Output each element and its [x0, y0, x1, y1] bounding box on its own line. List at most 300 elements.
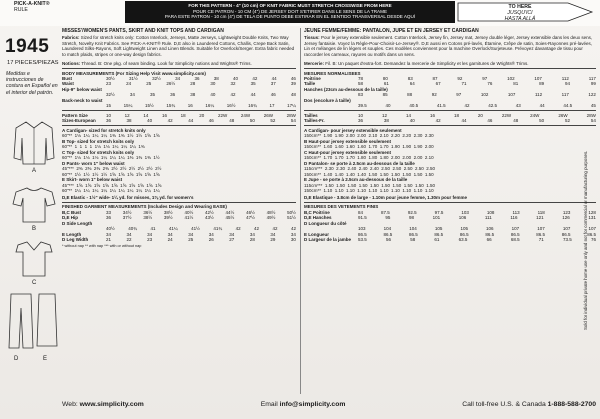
fini-row-value: 61 — [434, 237, 440, 243]
fini-row-value: 126 — [562, 215, 570, 221]
finished-row-value: 38½ — [163, 209, 173, 215]
finished-row-value: 42 — [272, 226, 278, 232]
body-row-value: 42 — [252, 76, 258, 81]
mercerie-label: Mercerie: — [304, 61, 325, 67]
fini-row-value: 86.5 — [561, 231, 571, 237]
body-row-label: Hip-9" below waist — [62, 86, 102, 92]
fini-row-value: 108 — [486, 209, 495, 215]
finished-measurements-title: FINISHED GARMENT MEASUREMENTS (Includes Design and Wearing EASE) — [62, 204, 227, 210]
stretch-ruler-bar — [125, 1, 455, 23]
side-legal-note — [583, 150, 593, 330]
body-row-value: 35 — [150, 92, 156, 98]
yardage-row-line: 60"** 1 1 1 1 1⅛ 1⅛ 1¼ 1¼ 1¼ 1⅜ — [62, 144, 145, 150]
phone-number: 1-888-588-2700 — [547, 400, 596, 408]
finished-row-value: 42 — [254, 226, 260, 232]
fini-row-value: 128 — [588, 209, 596, 215]
notions-paragraph — [62, 61, 296, 66]
ruler-line-es: PARA ESTE PATRON - 10 cm (4") DE TELA DE PUNTO DEBE ESTIRAR EN EL SENTIDO TRANSVERSAL DESDE AQUÍ — [164, 14, 416, 20]
mesure-row-value: 78 — [358, 76, 364, 81]
mesure-row-value: 71 — [461, 81, 467, 87]
size-row-label: Sizes-European — [62, 118, 96, 124]
fini-row-value: 104 — [409, 226, 417, 232]
yardage-row-title: D Pants- worn 1" below waist — [62, 160, 125, 166]
finished-row-value: 30 — [290, 237, 296, 243]
body-row-value: 15½ — [145, 103, 154, 109]
fini-row-value: 86.5 — [434, 231, 444, 237]
mesure-row-value: 42 — [464, 103, 470, 109]
body-row-value: 42 — [230, 92, 236, 98]
finished-row-value: 42½ — [204, 209, 214, 215]
finished-row-value: 34 — [106, 231, 112, 237]
size-row-value: 20 — [199, 112, 205, 118]
body-row-value: 32 — [230, 81, 236, 87]
metrage-row-line: 150cm** 1.90 1.90 2.00 2.00 2.10 2.10 2.20 2.20 2.30 2.30 — [304, 133, 434, 139]
tailles-table — [304, 113, 596, 124]
view-label-c: C — [32, 280, 37, 286]
metrage-row-line: 150cm** 1.60 1.60 1.60 1.60 1.70 1.70 1.90 1.90 1.90 2.00 — [304, 144, 434, 150]
taille-row-label: Tailles — [304, 112, 318, 118]
size-row-value: 44 — [188, 118, 194, 124]
metrage-row-line: 115cm*** 1.50 1.50 1.50 1.50 1.50 1.50 1.50 1.50 1.50 1.50 — [304, 182, 436, 188]
mesure-row-value: 107 — [507, 92, 516, 98]
size-row-value: 48 — [229, 118, 235, 124]
fini-row-label: E Longueur — [304, 231, 329, 237]
fini-row-value: 118 — [537, 209, 545, 215]
arrow-text — [494, 5, 546, 23]
metrage-row-title: A Cardigan- pour jersey extensible seulement — [304, 127, 402, 133]
finished-row-label: D Leg Width — [62, 237, 89, 243]
taille-row-value: 22W — [501, 112, 512, 118]
finished-row-value: 45½ — [225, 215, 235, 221]
tissus-text: Pour le jersey extensible seulement. Cotton Interlock, Jersey fin, Jersey mat, Jersey double léger, Jersey extensible dans les deux sens, Jersey fantaisie. Voyez la Règle-Pour-Choisir-Le-Jersey®. D,E aussi en Cotons pré-lavés, Étamine, Crêpe de satin, Soies-Rayonnes pré-lavées, Lin et mélanges de lin légers et souples. Ces modèles conviennent pour la machine Overlock/Surjeteuse. Prévoyez davantage de tissu pour raccorder les carreaux, rayures ou motifs dans un sens. — [304, 35, 593, 57]
body-row-value: 15¾ — [166, 103, 176, 109]
finished-row-value: 24 — [167, 237, 173, 243]
body-row-value: 38 — [213, 76, 219, 81]
size-row-value: 18 — [180, 112, 186, 118]
finished-row-value: 50½ — [287, 209, 296, 215]
finished-row-value: 34 — [126, 231, 132, 237]
size-row-value: 16 — [161, 112, 167, 118]
mesure-row-value: 102 — [507, 76, 515, 81]
mesures-title: MESURES NORMALISEES — [304, 70, 361, 76]
body-row-value: 24 — [126, 81, 132, 87]
pattern-number: 1945 — [5, 36, 50, 57]
taille-row-value: 36 — [358, 118, 364, 124]
mesure-row-value: 64 — [409, 81, 415, 87]
finished-row-value: 25 — [188, 237, 194, 243]
finished-row-value: 36 — [106, 215, 112, 221]
fini-row-value: 107 — [588, 226, 596, 232]
body-row-value: 25 — [146, 81, 152, 87]
size-row-value: 36 — [106, 118, 112, 124]
fini-row-value: 116 — [510, 215, 518, 221]
finished-row-label: B,C Bust — [62, 209, 81, 215]
metrage-table — [304, 128, 596, 194]
knit-gauge-strip — [0, 0, 600, 26]
finished-row-value: 51½ — [287, 215, 296, 221]
view-c-sketch — [12, 238, 56, 278]
mesure-row-value: 107 — [534, 76, 542, 81]
finished-row — [62, 237, 296, 242]
taille-row-value: 46 — [487, 118, 493, 124]
mesure-row-value: 76 — [487, 81, 493, 87]
mesure-row-value: 92 — [457, 76, 463, 81]
fini-row-value: 86.5 — [358, 231, 367, 237]
taille-row-value: 28W — [586, 112, 596, 118]
fini-row-value: 66 — [486, 237, 492, 243]
body-row-value: 40 — [233, 76, 239, 81]
finished-row-value: 49½ — [266, 215, 276, 221]
body-row-value: 17 — [269, 103, 275, 109]
english-title: MISSES'/WOMEN'S PANTS, SKIRT AND KNIT TOPS AND CARDIGAN — [62, 28, 224, 34]
mesure-row-label: Dos (encolure à taille) — [304, 97, 351, 103]
size-row — [62, 118, 296, 123]
mesure-row-value: 117 — [588, 76, 596, 81]
body-row-value: 40 — [210, 92, 216, 98]
yardage-row-title: A Cardigan- sized for stretch knits only — [62, 127, 146, 133]
body-row-value: 15¼ — [123, 103, 133, 109]
ruler-line-fr: POUR CE PATRON - 10 CM (4") DE JERSEY DOIT S'ETIRER DANS LE SENS DE LA TRAME — [192, 8, 388, 14]
finished-row-value: 34 — [208, 231, 214, 237]
tissus-paragraph — [304, 35, 596, 57]
size-row-value: 46 — [208, 118, 214, 124]
body-row-value: 46 — [290, 76, 296, 81]
fini-row-value: 113 — [512, 209, 520, 215]
body-row-label: Bust — [62, 76, 72, 81]
english-column — [62, 28, 296, 248]
mesure-row-value: 94 — [565, 81, 571, 87]
yardage-row-line: 60"** 1¼ 1¼ 1¼ 1¼ 1¼ 1¼ 1¼ 1¼ 1¼ 1¼ — [62, 188, 160, 194]
view-d-sketch — [8, 292, 34, 350]
mesure-row-value: 88 — [407, 92, 413, 98]
mesure-row-value: 87 — [432, 76, 438, 81]
finished-row-value: 41 — [150, 226, 156, 232]
finished-measurements-table — [62, 210, 296, 243]
taille-row-value: 54 — [590, 118, 596, 124]
taille-row-value: 16 — [429, 112, 435, 118]
mesure-row-value: 44 — [539, 103, 545, 109]
mesures-table — [304, 76, 596, 109]
mesure-row — [304, 103, 596, 108]
fini-row-label: B,C Poitrine — [304, 209, 330, 215]
finished-row-value: 34 — [167, 231, 173, 237]
skirt-icon — [36, 292, 58, 348]
body-row-value: 31½ — [129, 76, 138, 81]
body-row-value: 34 — [175, 76, 181, 81]
taille-row-value: 12 — [381, 112, 387, 118]
fini-row-value: 103 — [461, 209, 469, 215]
finished-row-value: 34 — [147, 231, 153, 237]
finished-row-value: 22 — [126, 237, 132, 243]
finished-row-value: 27 — [229, 237, 235, 243]
finished-row-label: E Length — [62, 231, 82, 237]
body-measurements-title: BODY MEASUREMENTS (For Sizing Help Visit www.simplicity.com) — [62, 70, 206, 76]
body-row-value: 16½ — [226, 103, 236, 109]
body-row-value: 44 — [271, 76, 277, 81]
body-row-value: 15 — [106, 103, 112, 109]
finished-row-value: 26 — [208, 237, 214, 243]
fini-row-value: 86.5 — [485, 231, 495, 237]
finished-row-value: 42 — [290, 226, 296, 232]
mesure-row-value: 83 — [358, 92, 364, 98]
taille-row-value: 20 — [477, 112, 483, 118]
mesure-row-label — [304, 103, 358, 108]
taille-row-value: 26W — [558, 112, 568, 118]
body-row-value: 48 — [290, 92, 296, 98]
mercerie-text: Fil. B: Un paquet d'extra-fort. Demandez la mercerie de Simplicity et les garnitures de Wrights® Trims. — [325, 61, 529, 67]
view-label-b: B — [32, 226, 37, 232]
mesure-row-value: 83 — [407, 76, 413, 81]
metrage-row-line: 150cm** 1.70 1.70 1.70 1.80 1.80 1.80 2.00 2.00 2.00 2.10 — [304, 155, 434, 161]
yardage-row-line: 60"** 1⅛ 1⅛ 1⅛ 1¼ 1¼ 1¼ 1⅜ 1⅜ 1⅜ 1½ — [62, 155, 160, 161]
contact-footer — [62, 397, 596, 411]
phone-prefix: Call toll-free U.S. & Canada — [462, 400, 548, 408]
pants-icon — [8, 292, 34, 350]
finished-row-value: 38½ — [143, 215, 153, 221]
view-e-sketch — [36, 292, 58, 348]
mesure-row-value: 112 — [534, 92, 543, 98]
taille-row — [304, 118, 596, 123]
fini-row-value: 106 — [486, 226, 494, 232]
finished-row-value: 39½ — [163, 215, 173, 221]
yardage-row-line: 60"** 1½ 1½ 1½ 1½ 1⅝ 1⅝ 1⅝ 1⅝ 1⅝ 1⅝ — [62, 171, 160, 177]
size-row-value: 10 — [106, 112, 112, 118]
view-a-sketch — [12, 118, 56, 166]
fini-row-value: 56 — [385, 237, 391, 243]
fini-row-value: 98 — [409, 215, 415, 221]
body-row-value: 16¼ — [205, 103, 215, 109]
finished-row-value: 33 — [106, 209, 112, 215]
size-row-value: 14 — [143, 112, 149, 118]
mesure-row-value: 42.5 — [488, 103, 497, 109]
size-row-value: 54 — [290, 118, 296, 124]
mesure-row-value: 97 — [482, 76, 488, 81]
mesure-row-label: Hanches (23cm au-dessous de la taille) — [304, 86, 388, 92]
mesure-row-value: 117 — [561, 92, 569, 98]
fini-row-value: 63.5 — [458, 237, 468, 243]
notions-label: Notions: — [62, 61, 81, 67]
email-prefix: Email — [260, 400, 280, 408]
finished-row-value: 28 — [249, 237, 255, 243]
finished-row-value: 41¼ — [168, 226, 178, 232]
body-row-value: 39 — [290, 81, 296, 87]
mesure-row-value: 40.5 — [409, 103, 419, 109]
finished-row-value: 42 — [235, 226, 241, 232]
mercerie-paragraph — [304, 61, 596, 66]
fini-row-value: 58 — [410, 237, 416, 243]
size-row-value: 12 — [124, 112, 130, 118]
size-row-value: 50 — [249, 118, 255, 124]
yardage-row-title: C Top- sized for stretch knits only — [62, 149, 135, 155]
body-row-value: 38 — [190, 92, 196, 98]
finished-row-value: 48½ — [266, 209, 276, 215]
mesure-row-value: 40 — [385, 103, 391, 109]
size-row-value: 22W — [217, 112, 228, 118]
finished-row-value: 43½ — [204, 215, 214, 221]
yardage-row-line: 60"** 1⅛ 1¼ 1¼ 1¼ 1⅜ 1⅜ 1½ 1½ 1⅝ 1⅝ — [62, 133, 160, 139]
yardage-row-line: 45"*** 1⅝ 1⅝ 1⅝ 1⅝ 1⅝ 1⅝ 1⅝ 1⅝ 1⅝ 1⅝ — [62, 182, 162, 188]
top-c-icon — [12, 238, 56, 278]
fini-row-value: 91.5 — [358, 215, 367, 221]
metrage-row-line: 150cm** 1.10 1.10 1.10 1.10 1.10 1.10 1.10 1.10 1.10 1.10 — [304, 188, 434, 194]
finished-row-value: 34½ — [122, 209, 132, 215]
yardage-row-line: 45"*** 2⅜ 2⅜ 2⅜ 2⅜ 2½ 2½ 2½ 2½ 2½ 2½ — [62, 166, 162, 172]
fini-row-label: D,E Hanches — [304, 215, 332, 221]
column-divider — [300, 28, 301, 394]
body-row-value: 28 — [190, 81, 196, 87]
taille-row-value: 38 — [383, 118, 389, 124]
fini-row-value: 111 — [484, 215, 492, 221]
fini-row-value: 86.5 — [536, 231, 546, 237]
fini-row-value: 104 — [383, 226, 392, 232]
mesure-row-value: 81 — [513, 81, 519, 87]
size-row-value: 42 — [167, 118, 173, 124]
body-row-value: 17¼ — [287, 103, 296, 109]
finished-row-value: 34 — [229, 231, 235, 237]
taille-row-value: 44 — [461, 118, 467, 124]
stretch-arrow — [456, 2, 594, 22]
body-row-label: Waist — [62, 81, 74, 87]
fini-row-value: 86.5 — [510, 231, 520, 237]
size-row-value: 28W — [286, 112, 296, 118]
finished-row-value: 47½ — [246, 215, 255, 221]
body-row-label: Back-neck to waist — [62, 97, 103, 103]
fini-row-label: D Largeur de la jambe — [304, 237, 352, 243]
finished-row-value: 40½ — [184, 209, 194, 215]
mesure-row-value: 44.5 — [563, 103, 573, 109]
fabrics-paragraph — [62, 35, 296, 57]
body-row-value: 35 — [250, 81, 256, 87]
yardage-table — [62, 128, 296, 194]
finished-row-value: 41½ — [191, 226, 200, 232]
body-measurements-table — [62, 76, 296, 109]
mesure-row-value: 45 — [590, 103, 596, 109]
fini-row-value: 95 — [385, 215, 391, 221]
mesures-finis-table — [304, 210, 596, 243]
yardage-row-title: B Top- sized for stretch knits only — [62, 138, 135, 144]
mesure-row-value: 89 — [539, 81, 545, 87]
fini-row-value: 103 — [358, 226, 366, 232]
finished-row-value: 34 — [290, 231, 296, 237]
tissus-label: Tissus: — [304, 35, 320, 41]
spanish-note: Medidas e instrucciones de costura en Español en el interior del patrón. — [6, 71, 58, 96]
side-legal-text: Sold for individual private home use only and not for commercial or manufacturing purposes. — [583, 150, 588, 330]
finished-row-value: 21 — [106, 237, 112, 243]
mesure-row-value: 92 — [431, 92, 437, 98]
finished-row-label: D,E Hip — [62, 215, 79, 221]
body-row-value: 30½ — [106, 76, 115, 81]
mesure-row-value: 102 — [480, 92, 489, 98]
fini-row-value: 105 — [434, 226, 443, 232]
notions-text: Thread. B: One pkg. of seam binding. Look for Simplicity notions and Wrights® Trims. — [81, 61, 252, 67]
elastic-note: D,E Elastic - 1½" wide- 1¼ yd. for misses, 1⅜ yd. for women's — [62, 194, 194, 200]
fini-row-value: 107 — [511, 226, 520, 232]
body-row-value: 16 — [187, 103, 193, 109]
size-row-value: 24W — [240, 112, 251, 118]
body-row-value: 26½ — [166, 81, 176, 87]
body-row-label — [62, 103, 106, 108]
view-label-e: E — [43, 356, 48, 362]
email-link[interactable]: info@simplicity.com — [279, 400, 346, 408]
finished-row-value: 36½ — [143, 209, 153, 215]
size-row-value: 40 — [147, 118, 153, 124]
body-row-value: 32½ — [152, 76, 161, 81]
finished-row-label: D Side Length — [62, 220, 93, 226]
taille-row-value: 40 — [409, 118, 415, 124]
metrage-row-line: 115cm*** 2.30 2.30 2.40 2.40 2.40 2.50 2.50 2.50 2.50 2.50 — [304, 166, 436, 172]
pick-a-knit-rule-label — [14, 2, 68, 14]
mesure-row-value: 61 — [383, 81, 389, 87]
mesure-row-value: 43 — [515, 103, 521, 109]
body-row-value: 16¾ — [248, 103, 257, 109]
finished-row-value: 41¾ — [213, 226, 223, 232]
mesure-row-value: 58 — [358, 81, 364, 87]
cardigan-icon — [12, 118, 56, 166]
fini-row-value: 86.5 — [587, 231, 596, 237]
mesure-row-value: 41.5 — [436, 103, 446, 109]
metrage-row-line: 150cm** 1.40 1.40 1.40 1.40 1.50 1.50 1.50 1.50 1.50 1.50 — [304, 171, 434, 177]
fini-row-value: 131 — [588, 215, 596, 221]
taille-row-label: Tailles-Fr. — [304, 118, 325, 124]
body-row-value: 34 — [129, 92, 135, 98]
view-label-d: D — [14, 356, 19, 362]
yardage-row-title: E Skirt- worn 1" below waist — [62, 177, 123, 183]
arrow-line-en: TO HERE — [508, 4, 532, 10]
fini-row-value: 86.5 — [459, 231, 469, 237]
view-label-a: A — [32, 168, 37, 174]
pick-a-knit-sub: RULE — [14, 6, 28, 13]
taille-row-value: 18 — [453, 112, 459, 118]
finished-row-value: 37½ — [122, 215, 132, 221]
phone-contact — [462, 401, 596, 408]
fini-row-value: 121 — [536, 215, 544, 221]
taille-row-value: 52 — [565, 118, 571, 124]
view-b-sketch — [12, 184, 56, 224]
fini-row-value: 73.5 — [563, 237, 572, 243]
body-row-value: 32½ — [106, 92, 115, 98]
taille-row-value: 10 — [358, 112, 364, 118]
arrow-line-fr: JUSQU'ICI — [507, 9, 533, 16]
metrage-row-title: B Haut-pour jersey extensible seulement — [304, 138, 392, 144]
finished-row-value: 29 — [270, 237, 276, 243]
web-link[interactable]: www.simplicity.com — [79, 400, 144, 408]
taille-row-value: 50 — [539, 118, 545, 124]
mesure-row-value: 112 — [561, 76, 569, 81]
body-row-value: 46 — [270, 92, 276, 98]
mesure-row-label: Taille — [304, 81, 316, 87]
top-b-icon — [12, 184, 56, 224]
arrow-line-es: HASTA ALLÁ — [504, 15, 536, 22]
fini-row-value: 84 — [358, 209, 364, 215]
taille-row-value: 48 — [513, 118, 519, 124]
body-row — [62, 103, 296, 108]
body-row-value: 36 — [170, 92, 176, 98]
body-row-value: 36 — [194, 76, 200, 81]
fini-row-value: 107 — [562, 226, 571, 232]
finished-row-value: 41½ — [184, 215, 194, 221]
mesure-row-value: 122 — [588, 92, 596, 98]
body-row-value: 37 — [270, 81, 276, 87]
finished-row-value: 34 — [270, 231, 276, 237]
fini-row-value: 123 — [562, 209, 571, 215]
web-contact — [62, 401, 144, 408]
mesure-row-value: 97 — [456, 92, 462, 98]
metrage-row-title: E Jupe - se porte à 2.5cm au-dessous de la taille — [304, 177, 408, 183]
elastique-note: D,E Elastique - 3.8cm de large - 1.10m pour jeune femme, 1.30m pour femme — [304, 194, 468, 200]
web-prefix: Web: — [62, 400, 80, 408]
fini-row-value: 86.5 — [408, 231, 418, 237]
metrage-row-title: D Pantalon- se porte à 2.5cm au-dessous de la taille — [304, 160, 415, 166]
